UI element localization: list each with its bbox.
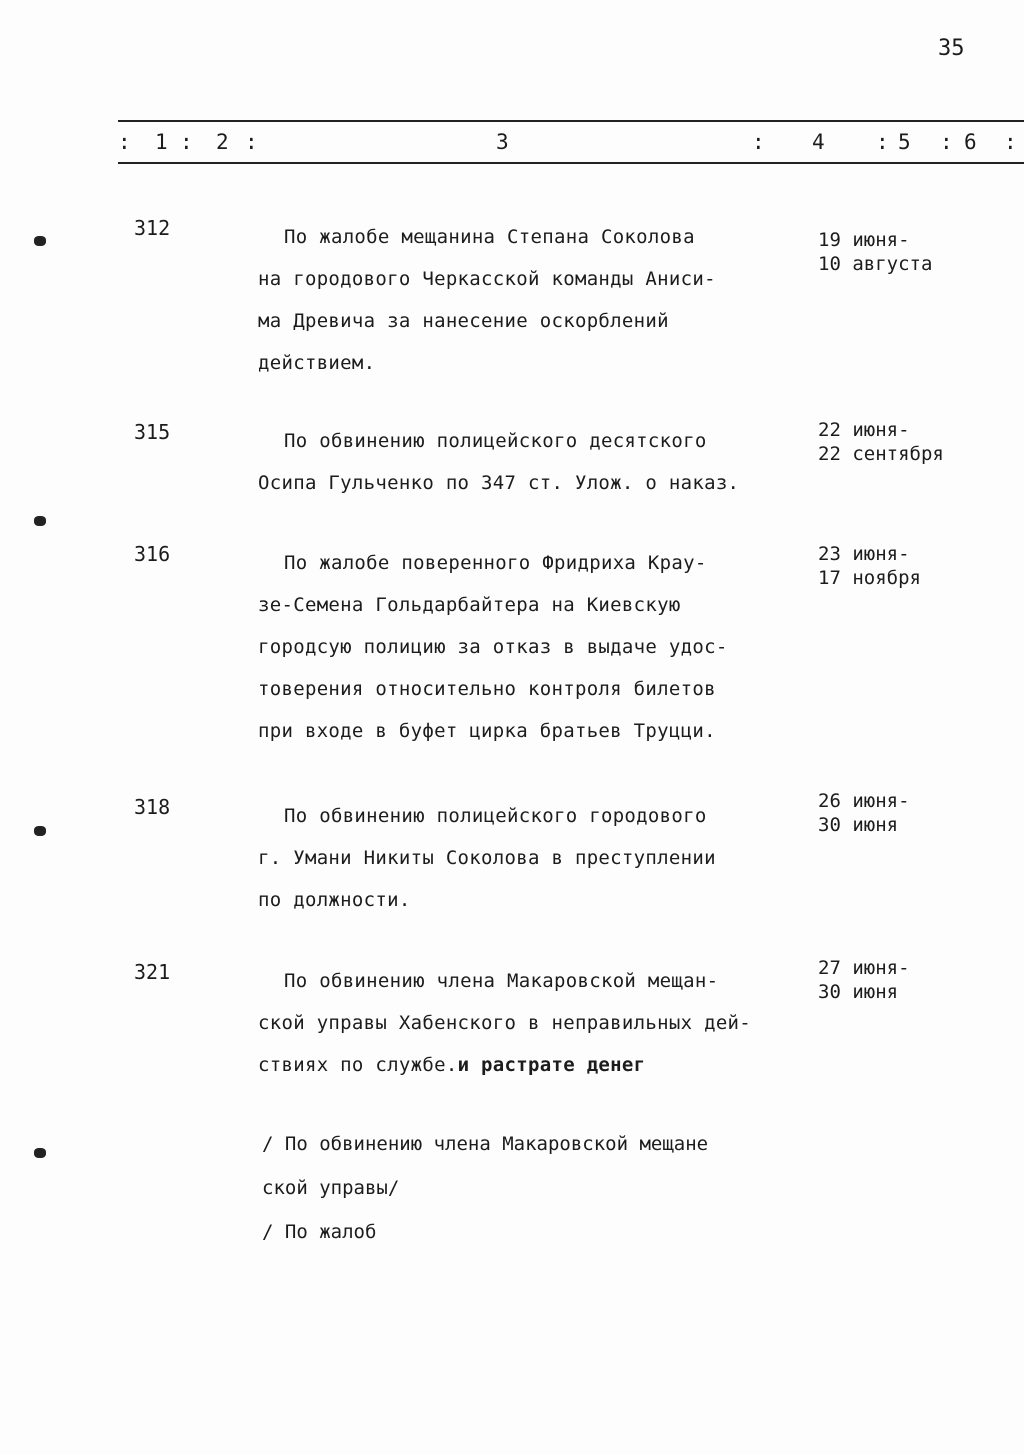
- struck-notes: / По обвинению члена Макаровской мещане ской управы/ / По жалоб: [262, 1133, 709, 1243]
- binding-hole-mark: [34, 516, 46, 526]
- col-header-6: 6: [964, 130, 977, 154]
- case-number: 316: [134, 542, 171, 566]
- table-header-bottom-rule: [118, 162, 1024, 164]
- case-number: 318: [134, 795, 171, 819]
- binding-hole-mark: [34, 1148, 46, 1158]
- case-description: По жалобе мещанина Степана Соколова на городового Черкасской команды Аниси- ма Древича за нанесение оскорблений действием.: [258, 226, 716, 374]
- col-header-3: 3: [496, 130, 509, 154]
- binding-hole-mark: [34, 826, 46, 836]
- case-number: 312: [134, 216, 171, 240]
- handwritten-addition: и растрате денег: [457, 1054, 646, 1076]
- col-header-4: 4: [812, 130, 825, 154]
- case-description: По жалобе поверенного Фридриха Крау- зе-Семена Гольдарбайтера на Киевскую городсую полицию за отказ в выдаче удос- товерения относительно контроля билетов при входе в буфет цирка братьев Труцци.: [258, 552, 728, 742]
- case-dates: 22 июня- 22 сентября: [818, 419, 944, 465]
- col-header-1: 1: [155, 130, 168, 154]
- col-header-5: 5: [898, 130, 911, 154]
- binding-hole-mark: [34, 236, 46, 246]
- case-description: По обвинению полицейского городового г. Умани Никиты Соколова в преступлении по должности.: [258, 805, 716, 911]
- case-number: 315: [134, 420, 171, 444]
- table-header-top-rule: [118, 120, 1024, 122]
- col-header-2: 2: [216, 130, 229, 154]
- case-number: 321: [134, 960, 171, 984]
- case-description: По обвинению члена Макаровской мещан- ской управы Хабенского в неправильных дей- ствиях по службе.и растрате денег: [258, 970, 752, 1076]
- case-dates: 23 июня- 17 ноября: [818, 543, 921, 589]
- case-description: По обвинению полицейского десятского Осипа Гульченко по 347 ст. Улож. о наказ.: [258, 430, 740, 494]
- case-dates: 26 июня- 30 июня: [818, 790, 910, 836]
- document-page: 35 : 1 : 2 : 3 : 4 : 5 : 6 : 312 По жалобе мещанина Степана Соколова на городового Черкасской команды Аниси- ма Древича за нанесение оскорблений действием. 19 июня- 10 августа 315 По обвинению полицейского десятского Осипа Гульченко по 347 ст. Улож. о наказ. 22 июня- 22 сентября 316 По жалобе поверенного Фридриха Крау- зе-Семена Гольдарбайтера на Киевскую городсую полицию за отказ в выдаче удос- товерения относительно контроля билетов при входе в буфет цирка братьев Труцци. 23 июня- 17 ноября 318 По обвинению полицейского городового г. Умани Никиты Соколова в преступлении по должности. 26 июня- 30 июня 321 По обвинению члена Макаровской мещан- ской управы Хабенского в неправильных дей- ствиях по службе.и растрате денег 27 июня- 30 июня / По обвинению члена Макаровской мещане ской управы/ / По жалоб: [0, 0, 1024, 1454]
- page-number: 35: [938, 36, 965, 61]
- case-dates: 19 июня- 10 августа: [818, 229, 933, 275]
- case-dates: 27 июня- 30 июня: [818, 957, 910, 1003]
